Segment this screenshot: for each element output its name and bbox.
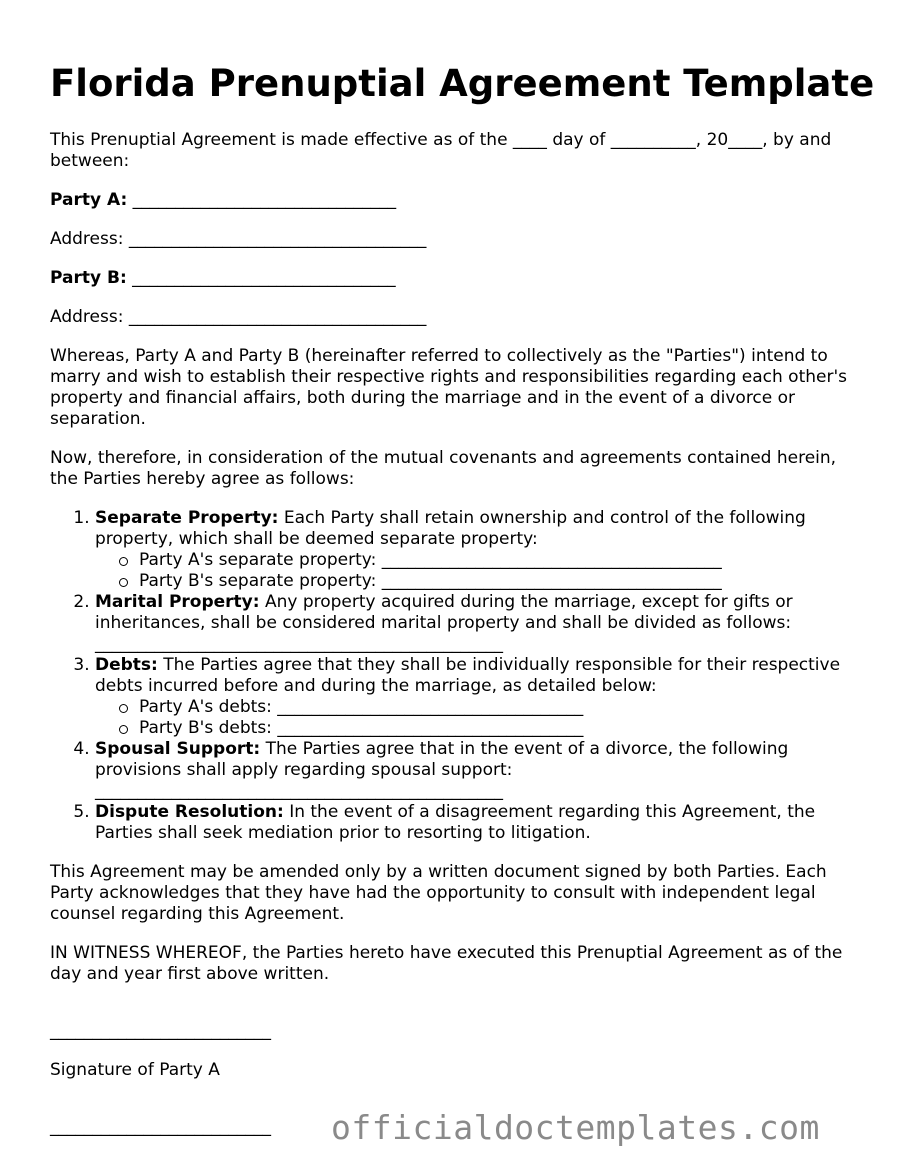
now-therefore-paragraph: Now, therefore, in consideration of the mutual covenants and agreements contained herein, the Parties hereby agree as follows: — [50, 448, 837, 489]
party-b-label: Party B: — [50, 268, 127, 288]
clause-heading: Dispute Resolution: — [95, 802, 284, 822]
clause-text: Each Party shall retain ownership and control of the following property, which shall be deemed separate property: — [95, 508, 806, 549]
clause-heading: Spousal Support: — [95, 739, 261, 759]
clause-text: The Parties agree that they shall be individually responsible for their respective debts incurred before and during the marriage, as detailed below: — [95, 655, 841, 696]
clause-debts — [95, 655, 860, 739]
document-page — [50, 62, 875, 1156]
clause-marital-property — [95, 592, 860, 655]
clause-heading: Debts: — [95, 655, 158, 675]
clause-text: Any property acquired during the marriage, except for gifts or inheritances, shall be considered marital property and shall be divided as follows: ________________________________________________ — [95, 592, 793, 654]
signature-b-line: __________________________ — [50, 1117, 271, 1137]
sub-list — [95, 697, 860, 739]
clause-dispute-resolution — [95, 802, 860, 844]
sub-item: Party A's debts: ____________________________________ — [139, 697, 860, 718]
sub-item: Party B's separate property: ________________________________________ — [139, 571, 860, 592]
address-b-line: Address: ___________________________________ — [50, 307, 427, 327]
clause-separate-property — [95, 508, 860, 592]
clause-text: In the event of a disagreement regarding this Agreement, the Parties shall seek mediation prior to resorting to litigation. — [95, 802, 816, 843]
clause-text: The Parties agree that in the event of a divorce, the following provisions shall apply regarding spousal support: ________________________________________________ — [95, 739, 789, 801]
sub-item: Party B's debts: ____________________________________ — [139, 718, 860, 739]
party-a-line — [50, 190, 860, 211]
clause-heading: Marital Property: — [95, 592, 260, 612]
address-a-line: Address: ___________________________________ — [50, 229, 427, 249]
party-a-blank: _______________________________ — [127, 190, 397, 210]
amendment-paragraph: This Agreement may be amended only by a written document signed by both Parties. Each Party acknowledges that they have had the opportunity to consult with independent legal counsel regarding this Agreement. — [50, 862, 827, 924]
clause-heading: Separate Property: — [95, 508, 279, 528]
clauses-list — [50, 508, 860, 844]
sub-item: Party A's separate property: ________________________________________ — [139, 550, 860, 571]
party-b-line — [50, 268, 860, 289]
sub-list — [95, 550, 860, 592]
intro-paragraph: This Prenuptial Agreement is made effective as of the ____ day of __________, 20____, by and between: — [50, 130, 832, 171]
document-title: Florida Prenuptial Agreement Template — [50, 62, 875, 105]
party-a-label: Party A: — [50, 190, 128, 210]
signature-a-line: __________________________ — [50, 1021, 271, 1041]
party-b-blank: _______________________________ — [126, 268, 396, 288]
witness-paragraph: IN WITNESS WHEREOF, the Parties hereto have executed this Prenuptial Agreement as of the day and year first above written. — [50, 943, 843, 984]
whereas-paragraph: Whereas, Party A and Party B (hereinafter referred to collectively as the "Parties") intend to marry and wish to establish their respective rights and responsibilities regarding each other's property and financial affairs, both during the marriage and in the event of a divorce or separation. — [50, 346, 847, 429]
signature-a-label: Signature of Party A — [50, 1060, 220, 1080]
clause-spousal-support — [95, 739, 860, 802]
watermark: officialdoctemplates.com — [331, 1108, 820, 1147]
